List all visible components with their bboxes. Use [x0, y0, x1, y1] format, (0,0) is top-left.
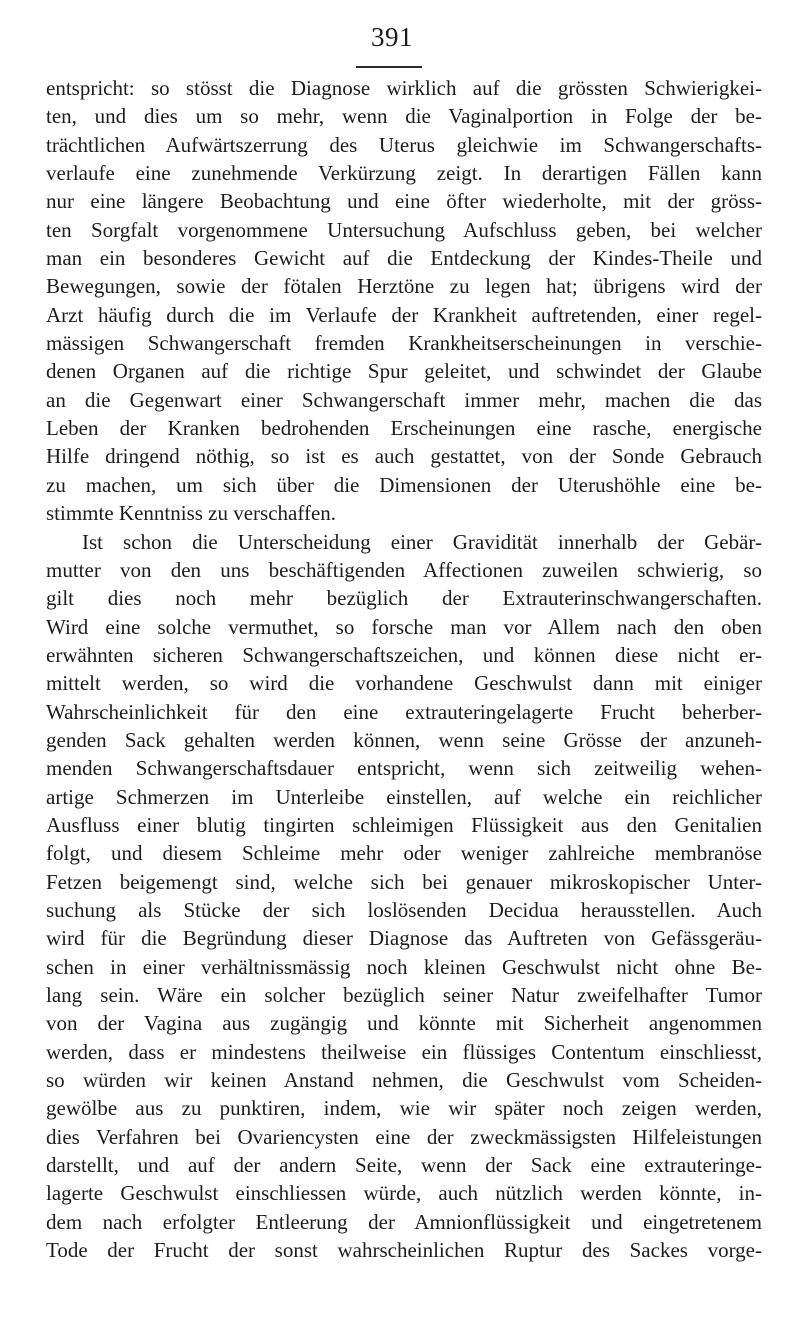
- text-line: dem nach erfolgter Entleerung der Amnionflüssigkeit und eingetretenem: [46, 1209, 762, 1234]
- paragraph-end-line: stimmte Kenntniss zu verschaffen.: [46, 501, 337, 526]
- text-line: erwähnten sicheren Schwangerschaftszeichen, und können diese nicht er-: [46, 642, 762, 667]
- text-line: artige Schmerzen im Unterleibe einstellen, auf welche ein reichlicher: [46, 784, 762, 809]
- text-line: werden, dass er mindestens theilweise ein flüssiges Contentum einschliesst,: [46, 1039, 762, 1064]
- text-line: Wird eine solche vermuthet, so forsche man vor Allem nach den oben: [46, 614, 762, 639]
- text-line: schen in einer verhältnissmässig noch kleinen Geschwulst nicht ohne Be-: [46, 954, 762, 979]
- text-line: entspricht: so stösst die Diagnose wirklich auf die grössten Schwierigkei-: [46, 76, 762, 100]
- text-line: Wahrscheinlichkeit für den eine extrauteringelagerte Frucht beherber-: [46, 699, 762, 724]
- body-text: [46, 74, 762, 1264]
- text-line: genden Sack gehalten werden können, wenn seine Grösse der anzuneh-: [46, 727, 762, 752]
- text-line: man ein besonderes Gewicht auf die Entdeckung der Kindes-Theile und: [46, 246, 762, 271]
- text-line: dies Verfahren bei Ovariencysten eine der zweckmässigsten Hilfeleistungen: [46, 1124, 762, 1149]
- text-line: von der Vagina aus zugängig und könnte mit Sicherheit angenommen: [46, 1011, 762, 1036]
- text-line: Hilfe dringend nöthig, so ist es auch gestattet, von der Sonde Gebrauch: [46, 444, 762, 469]
- text-line: nur eine längere Beobachtung und eine öfter wiederholte, mit der gröss-: [46, 189, 762, 214]
- text-line: Fetzen beigemengt sind, welche sich bei genauer mikroskopischer Unter-: [46, 869, 762, 894]
- text-line: ten, und dies um so mehr, wenn die Vaginalportion in Folge der be-: [46, 104, 762, 129]
- text-line: so würden wir keinen Anstand nehmen, die Geschwulst vom Scheiden-: [46, 1068, 762, 1093]
- text-line: mässigen Schwangerschaft fremden Krankheitserscheinungen in verschie-: [46, 331, 762, 356]
- text-line: Arzt häufig durch die im Verlaufe der Krankheit auftretenden, einer regel-: [46, 302, 762, 327]
- text-line: denen Organen auf die richtige Spur geleitet, und schwindet der Glaube: [46, 359, 762, 384]
- text-line: Leben der Kranken bedrohenden Erscheinungen eine rasche, energische: [46, 416, 762, 441]
- page-number: 391: [371, 22, 413, 52]
- text-line: Ausfluss einer blutig tingirten schleimigen Flüssigkeit aus den Genitalien: [46, 812, 762, 837]
- text-line: mutter von den uns beschäftigenden Affectionen zuweilen schwierig, so: [46, 557, 762, 582]
- text-line: zu machen, um sich über die Dimensionen der Uterushöhle eine be-: [46, 472, 762, 497]
- paragraph-start-line: Ist schon die Unterscheidung einer Gravidität innerhalb der Gebär-: [82, 529, 762, 554]
- text-line: an die Gegenwart einer Schwangerschaft immer mehr, machen die das: [46, 387, 762, 412]
- page-number-underline: [356, 66, 422, 68]
- text-line: lang sein. Wäre ein solcher bezüglich seiner Natur zweifelhafter Tumor: [46, 983, 762, 1007]
- text-line: mittelt werden, so wird die vorhandene Geschwulst dann mit einiger: [46, 671, 762, 696]
- text-line: darstellt, und auf der andern Seite, wenn der Sack eine extrauteringe-: [46, 1153, 762, 1178]
- text-line: wird für die Begründung dieser Diagnose das Auftreten von Gefässgeräu-: [46, 926, 762, 951]
- text-line: trächtlichen Aufwärtszerrung des Uterus gleichwie im Schwangerschafts-: [46, 132, 762, 157]
- text-line: menden Schwangerschaftsdauer entspricht, wenn sich zeitweilig wehen-: [46, 756, 762, 781]
- text-line: lagerte Geschwulst einschliessen würde, auch nützlich werden könnte, in-: [46, 1181, 762, 1206]
- text-line: gilt dies noch mehr bezüglich der Extrauterinschwangerschaften.: [46, 586, 762, 611]
- text-line: folgt, und diesem Schleime mehr oder weniger zahlreiche membranöse: [46, 841, 762, 866]
- text-line: Bewegungen, sowie der fötalen Herztöne zu legen hat; übrigens wird der: [46, 274, 762, 299]
- text-line: gewölbe aus zu punktiren, indem, wie wir später noch zeigen werden,: [46, 1096, 762, 1121]
- text-line: ten Sorgfalt vorgenommene Untersuchung Aufschluss geben, bei welcher: [46, 217, 762, 242]
- text-line: verlaufe eine zunehmende Verkürzung zeigt. In derartigen Fällen kann: [46, 161, 762, 186]
- text-line: Tode der Frucht der sonst wahrscheinlichen Ruptur des Sackes vorge-: [46, 1238, 762, 1263]
- text-line: suchung als Stücke der sich loslösenden Decidua herausstellen. Auch: [46, 897, 762, 922]
